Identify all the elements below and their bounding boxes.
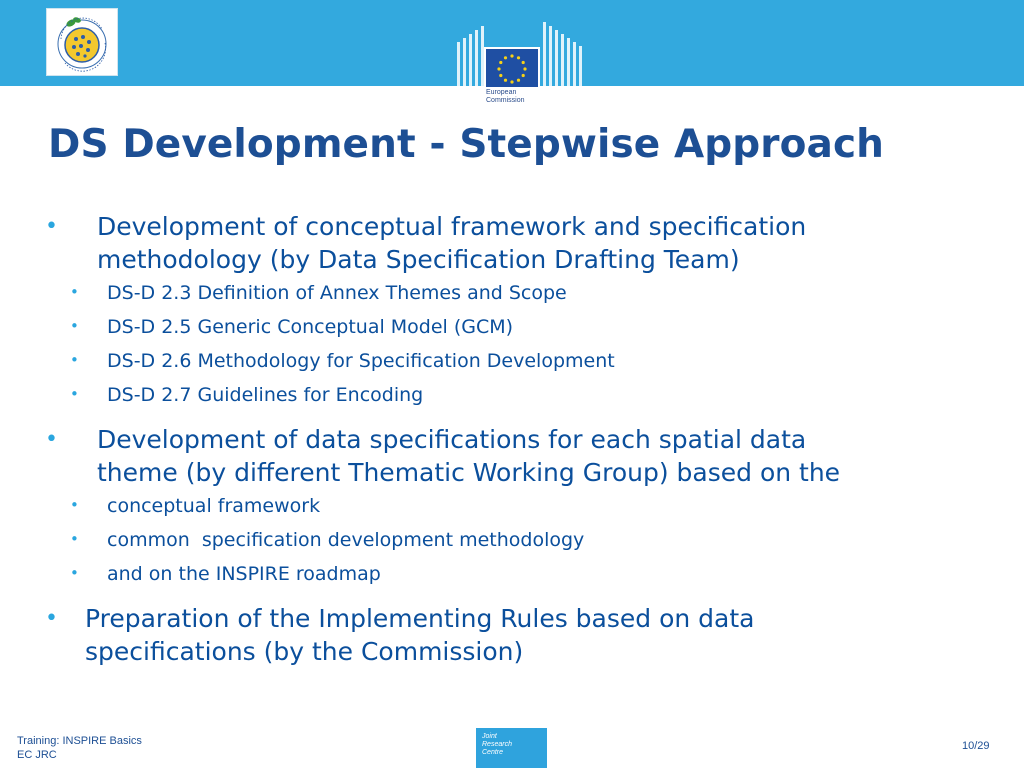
- jrc-logo-line: Joint: [482, 733, 497, 740]
- inspire-logo-icon: [47, 9, 117, 75]
- jrc-logo-line: Research: [482, 741, 512, 748]
- footer-org-label: EC JRC: [17, 749, 57, 761]
- footer-training-label: Training: INSPIRE Basics: [17, 735, 142, 747]
- bullet-text-line: theme (by different Thematic Working Group) based on the: [97, 458, 841, 487]
- sub-bullet-text: conceptual framework: [107, 495, 321, 517]
- slide-title: DS Development - Stepwise Approach: [48, 122, 885, 167]
- bullet-text-line: Development of data specifications for each spatial data: [97, 425, 807, 454]
- footer-credits: [17, 734, 142, 762]
- sub-bullet-dot: •: [70, 496, 79, 514]
- sub-bullet-text: DS-D 2.3 Definition of Annex Themes and Scope: [107, 282, 567, 304]
- bullet-text-line: methodology (by Data Specification Drafting Team): [97, 245, 740, 274]
- sub-bullet-text: DS-D 2.7 Guidelines for Encoding: [107, 384, 424, 406]
- bullet-text-line: Development of conceptual framework and specification: [97, 212, 807, 241]
- sub-bullet-dot: •: [70, 530, 79, 548]
- sub-bullet-text: DS-D 2.6 Methodology for Specification Development: [107, 350, 615, 372]
- sub-bullet-text: DS-D 2.5 Generic Conceptual Model (GCM): [107, 316, 514, 338]
- bullet-text-line: Preparation of the Implementing Rules based on data: [85, 604, 755, 633]
- jrc-logo: [476, 728, 547, 768]
- sub-bullet-dot: •: [70, 564, 79, 582]
- sub-bullet-dot: •: [70, 385, 79, 403]
- bullet-dot: •: [45, 214, 58, 239]
- bullet-text-line: specifications (by the Commission): [85, 637, 524, 666]
- sub-bullet-dot: •: [70, 351, 79, 369]
- sub-bullet-dot: •: [70, 283, 79, 301]
- bullet-dot: •: [45, 427, 58, 452]
- sub-bullet-text: common specification development methodology: [107, 529, 585, 551]
- inspire-logo: [46, 8, 118, 76]
- page-number: 10/29: [962, 740, 990, 752]
- jrc-logo-line: Centre: [482, 749, 504, 756]
- sub-bullet-dot: •: [70, 317, 79, 335]
- ec-logo-caption: European Commission: [486, 89, 541, 105]
- sub-bullet-text: and on the INSPIRE roadmap: [107, 563, 381, 585]
- bullet-dot: •: [45, 606, 58, 631]
